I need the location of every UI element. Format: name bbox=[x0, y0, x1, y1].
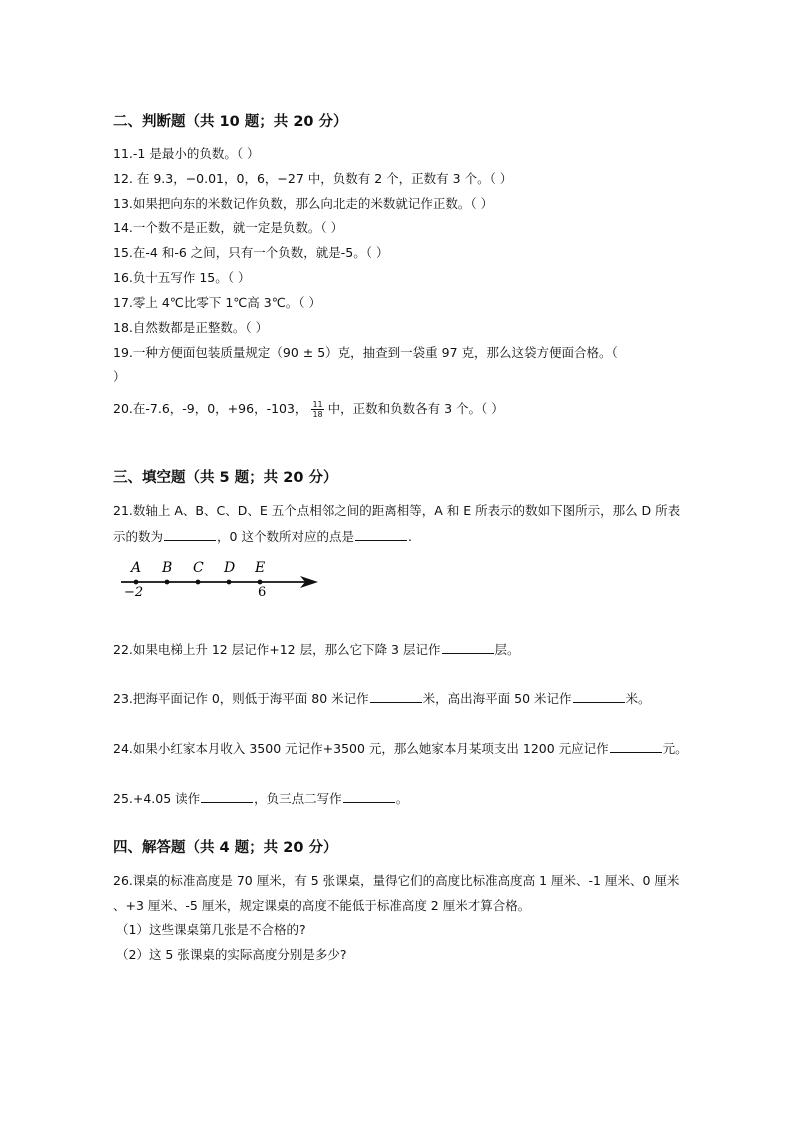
q23-text-b: 米，高出海平面 50 米记作 bbox=[422, 691, 572, 706]
axis-point-label-a: A bbox=[131, 560, 142, 576]
question-19-line1: 19.一种方便面包装质量规定（90 ± 5）克，抽查到一袋重 97 克，那么这袋方便面合格。（ bbox=[113, 345, 618, 360]
q21-text-c: . bbox=[407, 529, 412, 544]
q24-text-b: 元。 bbox=[662, 741, 688, 756]
answer-blank[interactable] bbox=[164, 528, 216, 541]
question-18: 18.自然数都是正整数。（ ） bbox=[113, 320, 269, 335]
q25-text-b: ，负三点二写作 bbox=[254, 791, 342, 806]
question-19-line2: ） bbox=[113, 369, 126, 384]
q21-text-b: ，0 这个数所对应的点是 bbox=[217, 529, 354, 544]
question-15: 15.在-4 和-6 之间，只有一个负数，就是-5。（ ） bbox=[113, 245, 389, 260]
axis-point-label-b: B bbox=[162, 560, 173, 576]
q23-text-c: 米。 bbox=[625, 691, 651, 706]
q25-text-a: 25.+4.05 读作 bbox=[113, 791, 201, 806]
axis-point-label-c: C bbox=[193, 560, 204, 576]
question-24 bbox=[113, 740, 688, 757]
q25-text-c: 。 bbox=[395, 791, 409, 806]
question-21-line1: 21.数轴上 A、B、C、D、E 五个点相邻之间的距离相等，A 和 E 所表示的数如下图所示，那么 D 所表 bbox=[113, 503, 681, 518]
question-22 bbox=[113, 641, 520, 658]
axis-point-label-d: D bbox=[224, 560, 236, 576]
question-16: 16.负十五写作 15。（ ） bbox=[113, 270, 251, 285]
answer-blank[interactable] bbox=[343, 790, 395, 803]
question-21-line2 bbox=[113, 528, 412, 545]
q21-text-a: 示的数为 bbox=[113, 529, 164, 544]
q24-text-a: 24.如果小红家本月收入 3500 元记作+3500 元，那么她家本月某项支出 1200 元应记作 bbox=[113, 741, 609, 756]
axis-point-b bbox=[165, 580, 170, 585]
axis-point-label-e: E bbox=[255, 560, 266, 576]
axis-point-e bbox=[258, 580, 263, 585]
answer-blank[interactable] bbox=[370, 690, 422, 703]
question-26-line2: 、+3 厘米、-5 厘米，规定课桌的高度不能低于标准高度 2 厘米才算合格。 bbox=[113, 898, 531, 913]
axis-point-a bbox=[134, 580, 139, 585]
section-title-fill: 三、填空题（共 5 题；共 20 分） bbox=[113, 470, 338, 486]
question-17: 17.零上 4℃比零下 1℃高 3℃。（ ） bbox=[113, 295, 321, 310]
answer-blank[interactable] bbox=[355, 528, 407, 541]
answer-blank[interactable] bbox=[201, 790, 253, 803]
question-14: 14.一个数不是正数，就一定是负数。（ ） bbox=[113, 220, 344, 235]
q22-text-b: 层。 bbox=[494, 642, 520, 657]
answer-blank[interactable] bbox=[442, 641, 494, 654]
question-26-line1: 26.课桌的标准高度是 70 厘米，有 5 张课桌，量得它们的高度比标准高度高 1 厘米、-1 厘米、0 厘米 bbox=[113, 873, 680, 888]
axis-label-e: 6 bbox=[258, 585, 267, 600]
axis-point-c bbox=[196, 580, 201, 585]
question-26-sub2: （2）这 5 张课桌的实际高度分别是多少? bbox=[116, 947, 347, 962]
q22-text-a: 22.如果电梯上升 12 层记作+12 层，那么它下降 3 层记作 bbox=[113, 642, 441, 657]
q23-text-a: 23.把海平面记作 0，则低于海平面 80 米记作 bbox=[113, 691, 369, 706]
section-title-answer: 四、解答题（共 4 题；共 20 分） bbox=[113, 840, 338, 856]
fraction-denominator: 18 bbox=[312, 410, 323, 419]
question-12: 12. 在 9.3，−0.01，0，6，−27 中，负数有 2 个，正数有 3 个。（ ） bbox=[113, 171, 513, 186]
question-13: 13.如果把向东的米数记作负数，那么向北走的米数就记作正数。（ ） bbox=[113, 196, 494, 211]
question-26-sub1: （1）这些课桌第几张是不合格的? bbox=[116, 922, 306, 937]
answer-blank[interactable] bbox=[573, 690, 625, 703]
axis-point-d bbox=[227, 580, 232, 585]
question-23 bbox=[113, 690, 651, 707]
fraction bbox=[311, 400, 323, 419]
question-25 bbox=[113, 790, 408, 807]
section-title-judge: 二、判断题（共 10 题；共 20 分） bbox=[113, 114, 348, 130]
question-20-after: 中，正数和负数各有 3 个。（ ） bbox=[327, 401, 504, 416]
answer-blank[interactable] bbox=[610, 740, 662, 753]
question-20 bbox=[113, 400, 504, 419]
fraction-numerator: 11 bbox=[312, 400, 323, 409]
question-20-before: 20.在-7.6，-9，0，+96，-103， bbox=[113, 401, 308, 416]
axis-label-a: −2 bbox=[124, 585, 144, 600]
number-line-figure bbox=[118, 556, 328, 602]
question-11: 11.-1 是最小的负数。（ ） bbox=[113, 146, 260, 161]
